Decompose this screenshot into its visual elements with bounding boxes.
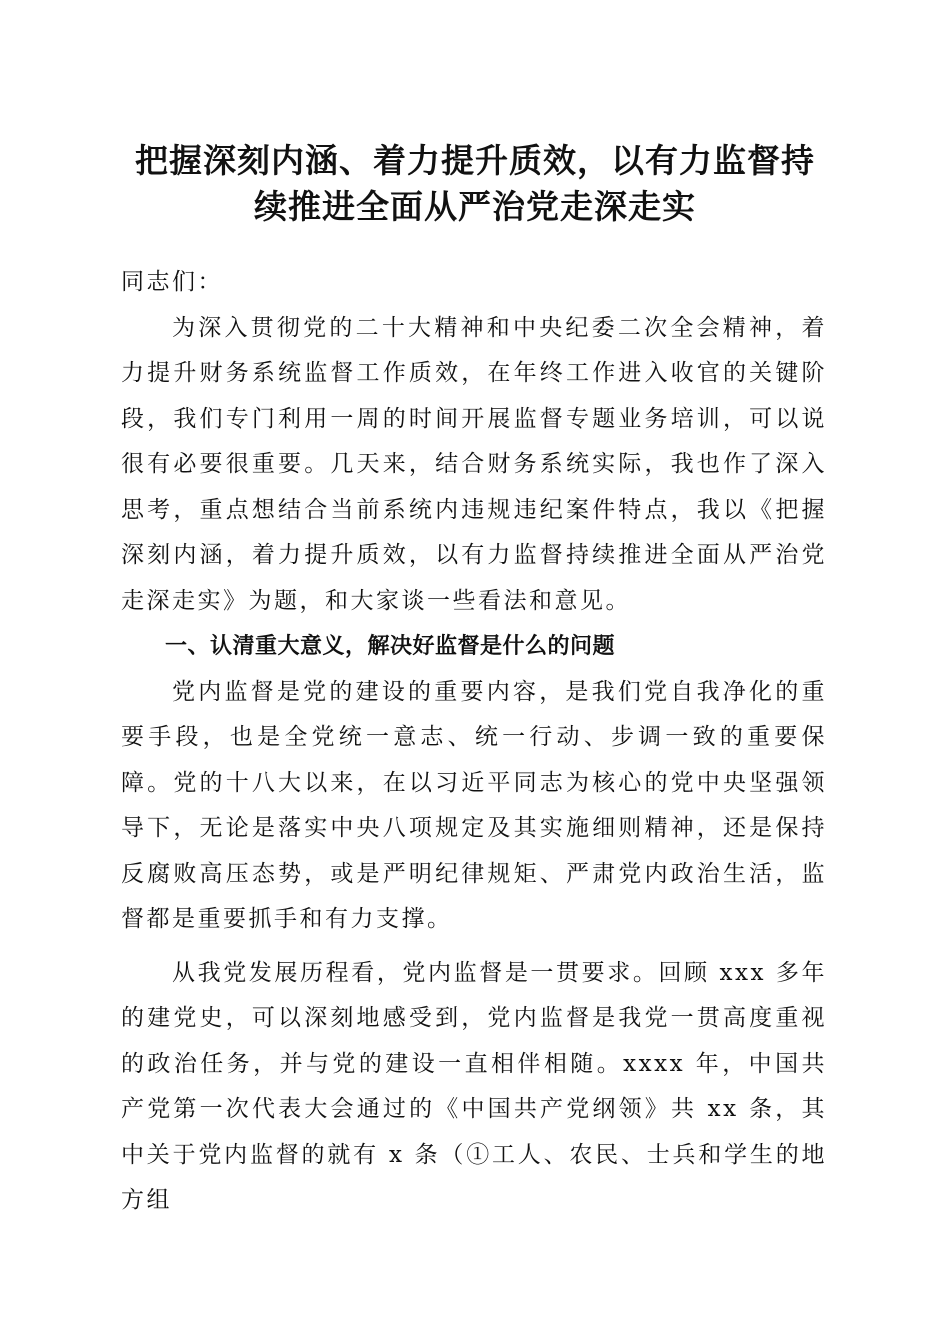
section-1-paragraph-1: 党内监督是党的建设的重要内容，是我们党自我净化的重要手段，也是全党统一意志、统一行动、步调一致的重要保障。党的十八大以来，在以习近平同志为核心的党中央坚强领导下，无论是落实中央八项规定及其实施细则精神，还是保持反腐败高压态势，或是严明纪律规矩、严肃党内政治生活，监督都是重要抓手和有力支撑。 (121, 678, 827, 932)
title-line-2: 续推进全面从严治党走深走实 (254, 187, 696, 226)
intro-paragraph: 为深入贯彻党的二十大精神和中央纪委二次全会精神，着力提升财务系统监督工作质效，在年终工作进入收官的关键阶段，我们专门利用一周的时间开展监督专题业务培训，可以说很有必要很重要。几天来，结合财务系统实际，我也作了深入思考，重点想结合当前系统内违规违纪案件特点，我以《把握深刻内涵，着力提升质效，以有力监督持续推进全面从严治党走深走实》为题，和大家谈一些看法和意见。 (121, 314, 827, 614)
section-1-heading: 一、认清重大意义，解决好监督是什么的问题 (165, 634, 616, 659)
salutation: 同志们： (121, 269, 223, 295)
section-1-paragraph-2: 从我党发展历程看，党内监督是一贯要求。回顾 xxx 多年的建党史，可以深刻地感受到，党内监督是我党一贯高度重视的政治任务，并与党的建设一直相伴相随。xxxx 年，中国共产党第一次代表大会通过的《中国共产党纲领》共 xx 条，其中关于党内监督的就有 x 条（①工人、农民、士兵和学生的地方组 (121, 959, 827, 1213)
document-title (100, 138, 850, 230)
title-line-1: 把握深刻内涵、着力提升质效，以有力监督持 (135, 141, 815, 180)
document-body (121, 260, 827, 1224)
